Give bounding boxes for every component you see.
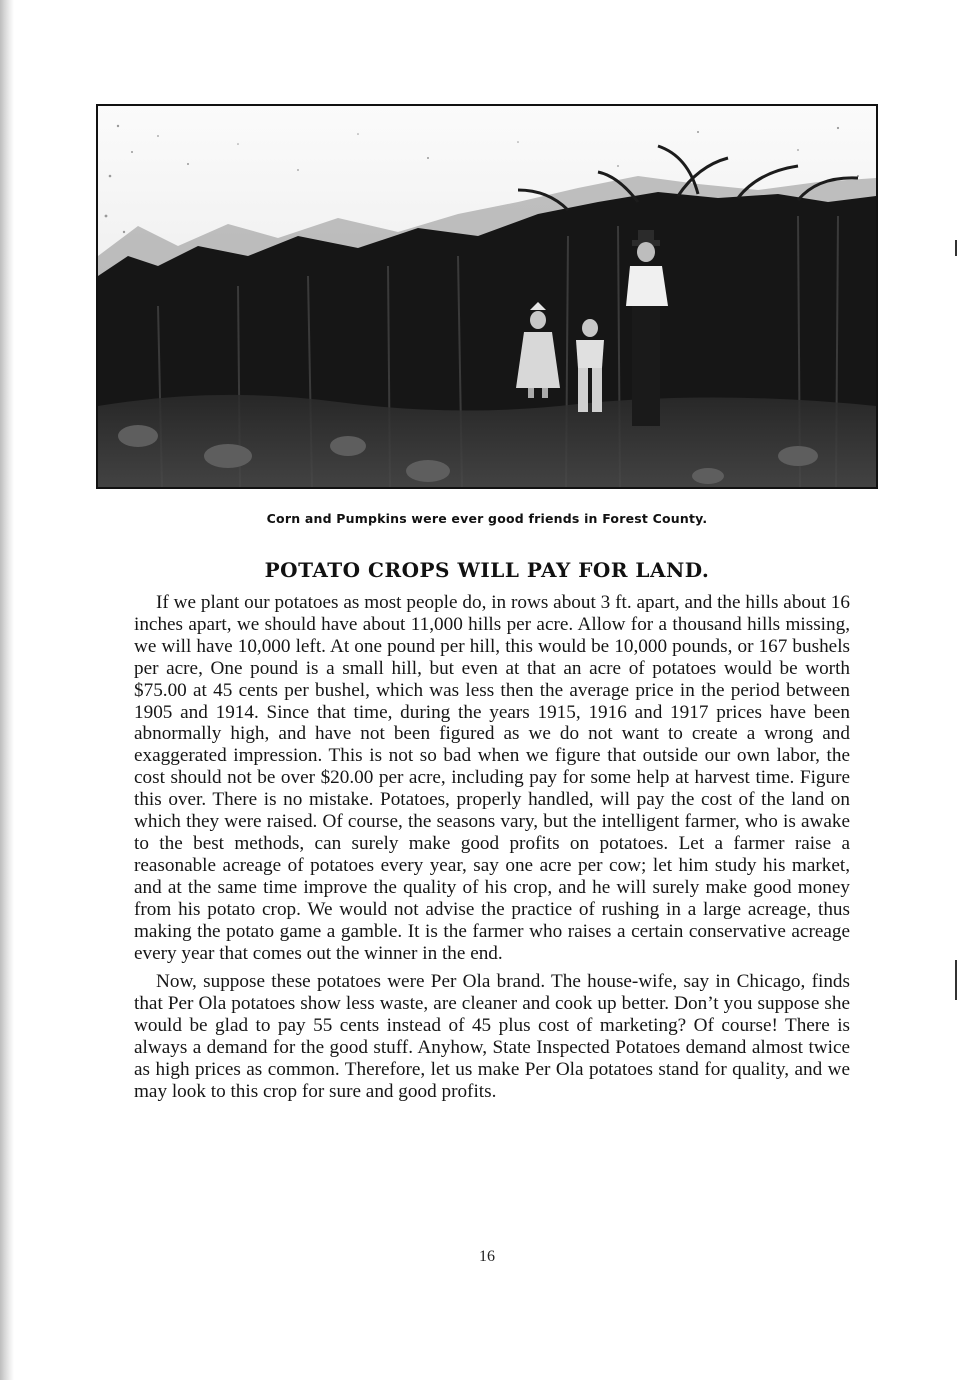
paragraph: If we plant our potatoes as most people do, in rows about 3 ft. apart, and the hills about 16 inches apart, we should have about 11,000 hills per acre. Allow for a thousand hills missing, we will have 10,000 left. At one pound per hill, this would be 10,000 pounds, or 167 bushels per acre, One pound is a small hill, but even at that an acre of potatoes would be worth $75.00 at 45 cents per bushel, which was less then the average price in the period between 1905 and 1914. Since that time, during the years 1915, 1916 and 1917 prices have been abnormally high, and have not been figured as we do not want to create a wrong and exaggerated impression. This is not so bad when we figure that outside our own labor, the cost should not be over $20.00 per acre, including pay for some help at harvest time. Figure this over. There is no mistake. Potatoes, properly handled, will pay the cost of the land on which they were raised. Of course, the seasons vary, but the intelligent farmer, who is awake to the best methods, can surely make good profits on potatoes. Let a farmer raise a reasonable acreage of potatoes every year, say one acre per cow; let him study his market, and at the same time improve the quality of his crop, and he will surely make good money from his potato crop. We would not advise the practice of rushing in a large acreage, thus making the potato game a gamble. It is the farmer who raises a certain conservative acreage every year that comes out the winner in the end. [134, 592, 850, 964]
binding-edge [0, 0, 14, 1380]
page-number: 16 [479, 1248, 495, 1265]
cornfield-illustration [98, 106, 876, 487]
photo-caption: Corn and Pumpkins were ever good friends in Forest County. [266, 511, 708, 526]
cornfield-photo [96, 104, 878, 489]
article-title: POTATO CROPS WILL PAY FOR LAND. [264, 558, 710, 582]
paragraph: Now, suppose these potatoes were Per Ola brand. The house-wife, say in Chicago, finds that Per Ola potatoes show less waste, are cleaner and cook up better. Don’t you suppose she would be glad to pay 55 cents instead of 45 plus cost of marketing? Of course! There is always a demand for the good stuff. Anyhow, State Inspected Potatoes demand almost twice as high prices as common. Therefore, let us make Per Ola potatoes stand for quality, and we may look to this crop for sure and good profits. [134, 971, 850, 1102]
article-body [134, 592, 850, 1103]
scan-mark [955, 240, 957, 256]
scan-mark [955, 960, 957, 1000]
